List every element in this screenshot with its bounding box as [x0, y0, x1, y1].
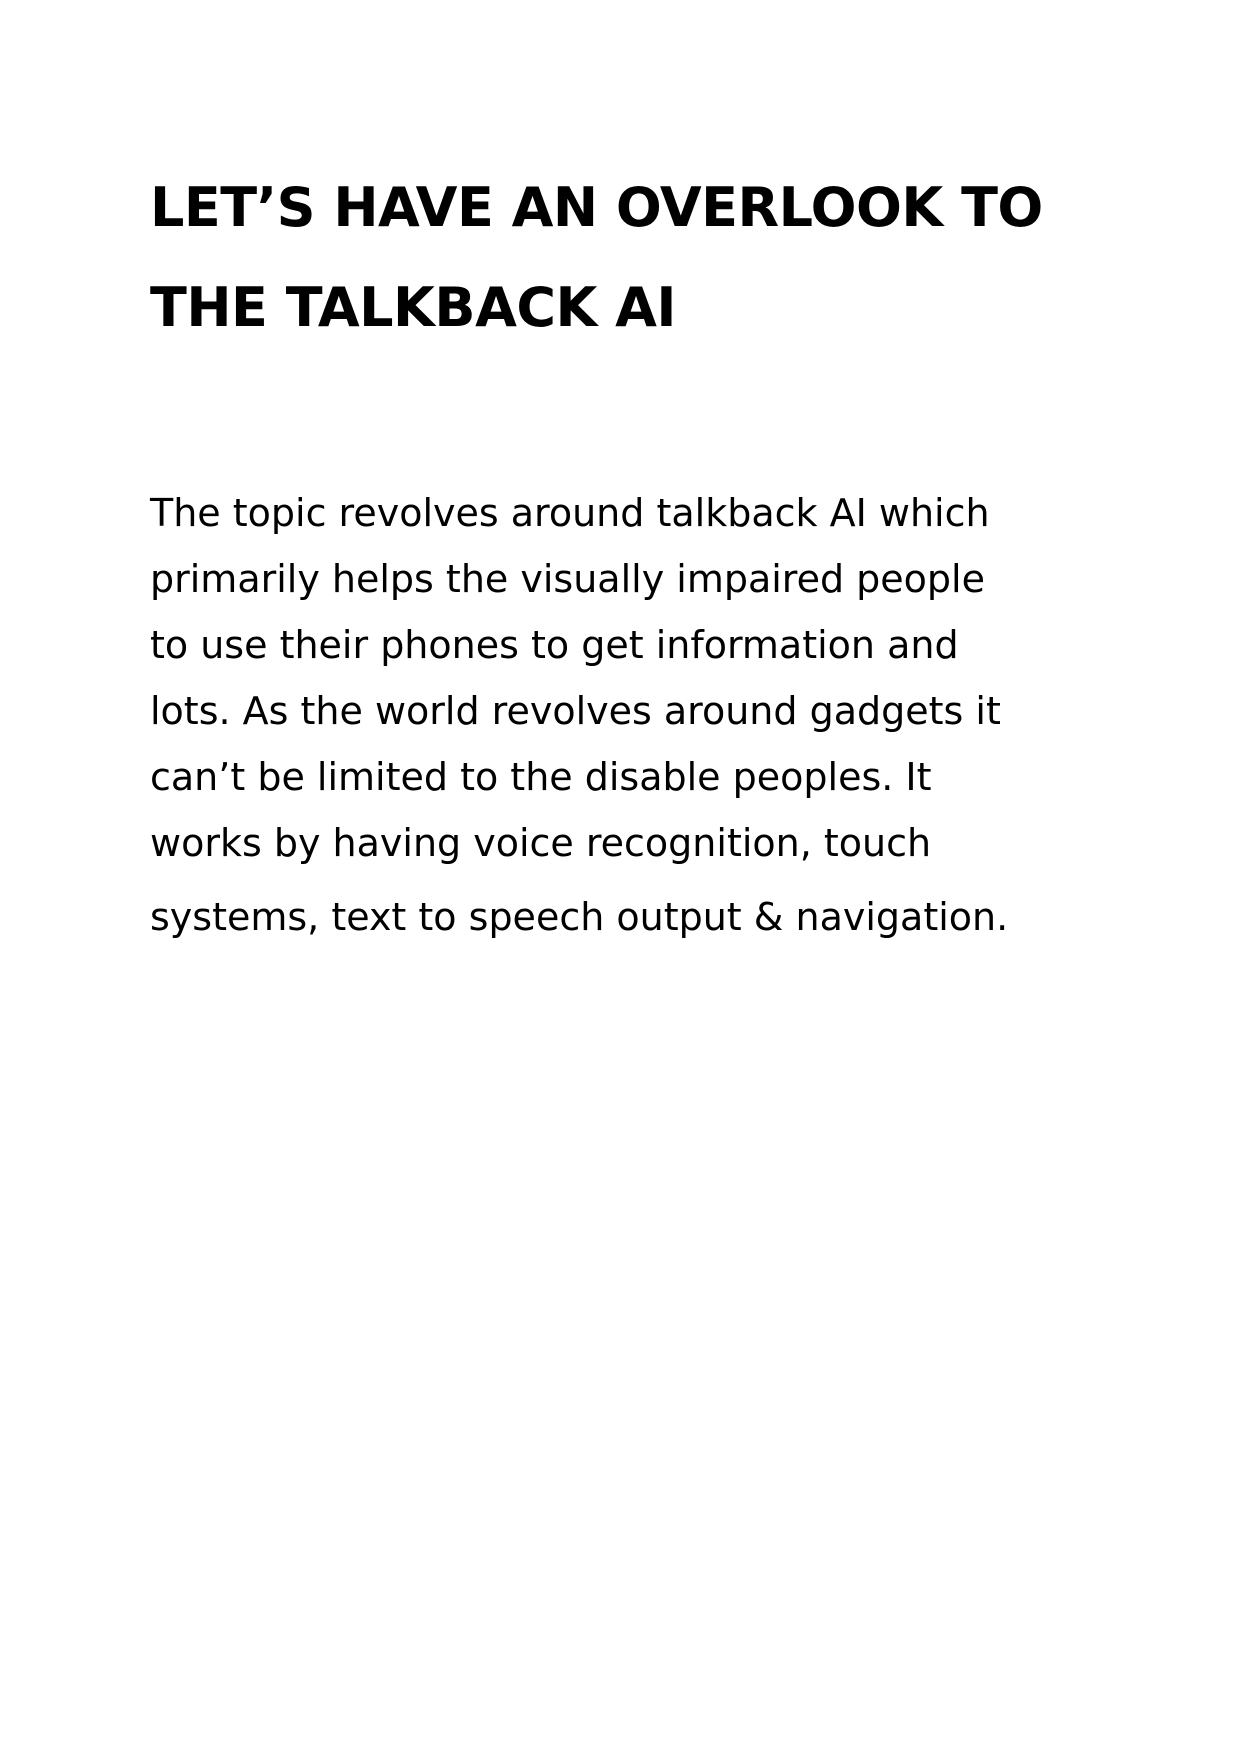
title-line: THE TALKBACK AI [150, 276, 677, 339]
page-title [150, 158, 1110, 358]
paragraph-line: works by having voice recognition, touch [150, 821, 932, 865]
paragraph-line: can’t be limited to the disable peoples. It [150, 755, 932, 799]
title-line: LET’S HAVE AN OVERLOOK TO [150, 176, 1043, 239]
paragraph-line: primarily helps the visually impaired people [150, 557, 985, 601]
paragraph-line: lots. As the world revolves around gadgets it [150, 689, 1001, 733]
body-paragraph [150, 480, 1110, 950]
paragraph-line: to use their phones to get information and [150, 623, 959, 667]
paragraph-line: systems, text to speech output & navigation. [150, 895, 1009, 939]
paragraph-line: The topic revolves around talkback AI which [150, 491, 990, 535]
